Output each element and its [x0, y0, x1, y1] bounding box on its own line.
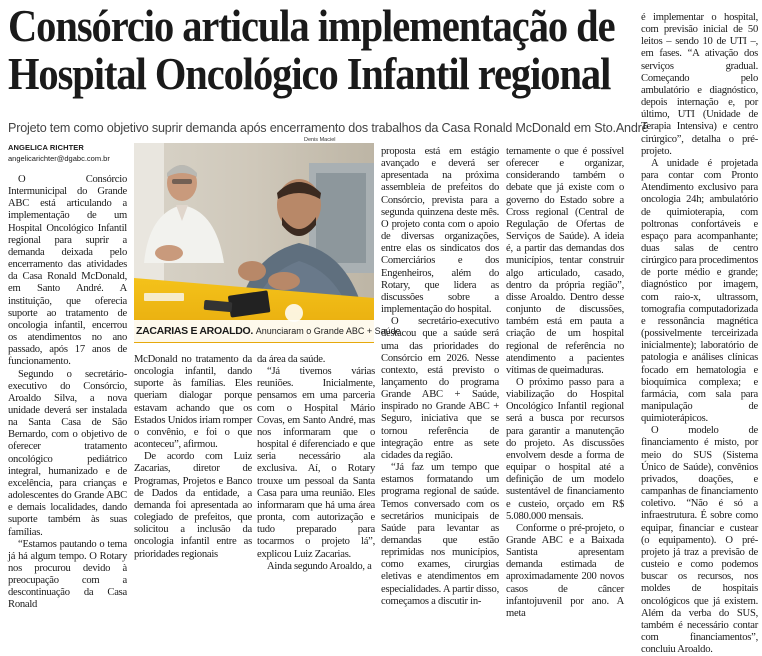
- paragraph: proposta está em estágio avançado e deverá ser apresentada na próxima assembleia de prefeitos do Consórcio, prevista para a segunda quinzena deste mês. O projeto conta com o apoio de diversas organizações, entre elas os sindicatos dos Comerciários e dos Engenheiros, além do Rotary, que lidera as discussões sobre a implementação do hospital.: [381, 146, 499, 316]
- paragraph: De acordo com Luiz Zacarias, diretor de Programas, Projetos e Banco de Dados da entidade, a demanda foi apresentada ao colegiado de prefeitos, que solicitou a inclusão da oncologia infantil entre as prioridades regionais: [134, 451, 252, 560]
- paragraph: é implementar o hospital, com previsão inicial de 50 leitos – sendo 10 de UTI –, em fases. “A ativação dos serviços gradual. Começando pelo ambulatório e diagnóstico, depois internação e, por último, UTI (Unidade de Terapia Intensiva) e centro cirúrgico”, detalha o pré-projeto.: [641, 12, 758, 157]
- caption-text: Anunciaram o Grande ABC + Saúde: [255, 326, 401, 336]
- paragraph: “Já tivemos várias reuniões. Inicialmente, pensamos em uma parceria com o Hospital Mário Covas, em Santo André, mas nos informaram que o hospital é diferenciado e que seria necessário ala exclusiva. Aí, o Rotary trouxe um pessoal da Santa Casa para uma reunião. Eles informaram que há uma área pronta, com autorização e tudo preparado para tocarmos o projeto lá”, explicou Luiz Zacarias.: [257, 366, 375, 560]
- article-column-4: [506, 146, 624, 619]
- article-column-3-lower: [257, 354, 375, 572]
- article-column-1: [8, 174, 127, 611]
- article-column-5: [641, 12, 758, 656]
- article-column-2: [134, 354, 252, 560]
- photo-credit: Denis Maciel: [304, 137, 336, 143]
- author-name: ANGELICA RICHTER: [8, 143, 84, 152]
- headline-line-1: Consórcio articula implementação de: [8, 0, 615, 51]
- paragraph: O Consórcio Intermunicipal do Grande ABC está articulando a implementação de um Hospital Oncológico Infantil regional para suprir a demanda deixada pelo encerramento das atividades da Casa Ronald McDonald, em Santo André. A instituição, que oferecia suporte ao tratamento de oncologia infantil, encerrou os atendimentos no ano passado, após 17 anos de funcionamento.: [8, 174, 127, 368]
- paragraph: “Já faz um tempo que estamos formatando um programa regional de saúde. Temos conversado com os secretários municipais de Saúde para levantar as demandas que estão reprimidas nos municípios, como exames, cirurgias eletivas e atendimentos em especialidades. A partir disso, começamos a discutir in-: [381, 462, 499, 607]
- paragraph: A unidade é projetada para contar com Pronto Atendimento exclusivo para oncologia 24h; ambulatório de quimioterapia, com poltronas confortáveis e espaço para acompanhante; duas salas de centro cirúrgico para procedimentos de porte médio e grande; diagnóstico por imagem, com raio-x, ultrassom, tomografia computadorizada e ressonância magnética (possivelmente terceirizada inicialmente); laboratório de patologia e análises clínicas focado em hematologia e bioquímica complexa; e farmácia, com sala para manipulação de quimioterápicos.: [641, 157, 758, 425]
- paragraph: McDonald no tratamento da oncologia infantil, dando suporte às famílias. Eles queriam dialogar porque estavam achando que os Estados Unidos iriam romper o convênio, e foi o que aconteceu”, afirmou.: [134, 354, 252, 451]
- author-email: angelicarichter@dgabc.com.br: [8, 154, 110, 163]
- article-column-3: [381, 146, 499, 607]
- paragraph: Ainda segundo Aroaldo, a: [267, 560, 372, 572]
- byline: [8, 143, 133, 163]
- paragraph: O modelo de financiamento é misto, por meio do SUS (Sistema Único de Saúde), convênios privados, doações, e campanhas de financiamento coletivo. “Não é só a infraestrutura. É sobre como equipar, financiar e custear (o equipamento). O pré-projeto já traz a previsão de custeio e como podemos buscar os recursos, nos moldes de hospitais oncológicos que já existem. Além da verba do SUS, também é necessário contar com financiamentos”, concluiu Aroaldo.: [641, 425, 758, 656]
- article-photo: [134, 143, 374, 343]
- paragraph: da área da saúde.: [257, 354, 326, 365]
- headline: [8, 0, 615, 99]
- photo-illustration: [134, 143, 374, 343]
- paragraph: O próximo passo para a viabilização do Hospital Oncológico Infantil regional será a busca por recursos para garantir a manutenção do projeto. As discussões envolvem desde a forma de equipar o hospital até a definição de um modelo sustentável de financiamento e custeio, orçado em R$ 5.080.000 mensais.: [506, 376, 624, 522]
- paragraph: “Estamos pautando o tema já há algum tempo. O Rotary nos procurou devido à preocupação com a descontinuação da Casa Ronald: [8, 538, 127, 611]
- caption-names: ZACARIAS E AROALDO.: [136, 325, 253, 337]
- photo-caption: [134, 320, 401, 342]
- subhead: Projeto tem como objetivo suprir demanda após encerramento dos trabalhos da Casa Ronald McDonald em Sto.André: [8, 121, 649, 135]
- paragraph: O secretário-executivo destacou que a saúde será uma das prioridades do Consórcio em 2026. Nesse contexto, está previsto o lançamento do programa Grande ABC + Saúde, inspirado no Grande ABC + Seguro, iniciativa que se tornou referência de integração entre as sete cidades da região.: [381, 316, 499, 461]
- headline-line-2: Hospital Oncológico Infantil regional: [8, 48, 611, 99]
- paragraph: ternamente o que é possível oferecer e organizar, considerando também o debate que já existe com o governo do Estado sobre a Cross regional (Central de Regulação de Ofertas de Serviços de Saúde). A ideia é, a partir das demandas dos municípios, tentar construir algo articulado, casado, dentro da própria região”, disse Aroaldo. Dentro desse conjunto de discussões, também está em pauta a criação de um hospital regional de referência no atendimento a pacientes vítimas de queimaduras.: [506, 146, 624, 376]
- paragraph: Conforme o pré-projeto, o Grande ABC e a Baixada Santista apresentam demanda estimada de aproximadamente 200 novos casos de câncer infantojuvenil por ano. A meta: [506, 522, 624, 619]
- paragraph: Segundo o secretário-executivo do Consórcio, Aroaldo Silva, a nova unidade deverá ser instalada na Santa Casa de São Bernardo, com o objetivo de oferecer tratamento oncológico pediátrico integral, humanizado e de excelência, para crianças e adolescentes do Grande ABC e demais localidades, dando suporte também às suas famílias.: [8, 368, 127, 538]
